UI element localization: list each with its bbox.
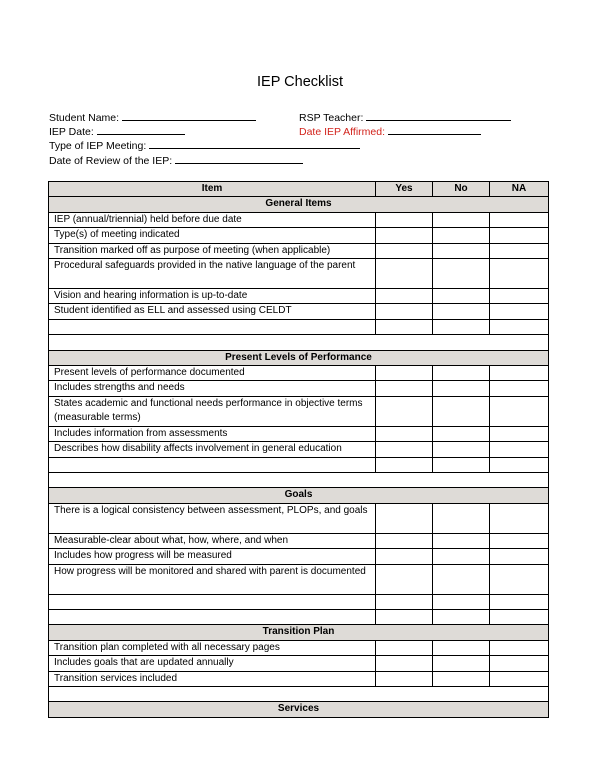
no-cell[interactable] bbox=[433, 212, 490, 227]
no-cell[interactable] bbox=[433, 243, 490, 258]
no-cell[interactable] bbox=[433, 594, 490, 609]
na-cell[interactable] bbox=[490, 656, 549, 671]
na-cell[interactable] bbox=[490, 671, 549, 686]
yes-cell[interactable] bbox=[376, 289, 433, 304]
table-row: Student identified as ELL and assessed using CELDT bbox=[49, 304, 549, 319]
spacer-row bbox=[49, 473, 549, 488]
yes-cell[interactable] bbox=[376, 381, 433, 396]
section-goals: Goals bbox=[49, 488, 549, 503]
na-cell[interactable] bbox=[490, 228, 549, 243]
iep-date-label: IEP Date: bbox=[49, 126, 94, 139]
no-cell[interactable] bbox=[433, 365, 490, 380]
table-row: Measurable-clear about what, how, where, and when bbox=[49, 533, 549, 548]
section-general: General Items bbox=[49, 197, 549, 212]
yes-cell[interactable] bbox=[376, 549, 433, 564]
section-services: Services bbox=[49, 702, 549, 717]
date-affirmed-field[interactable] bbox=[388, 124, 481, 135]
meeting-type-label: Type of IEP Meeting: bbox=[49, 140, 147, 153]
yes-cell[interactable] bbox=[376, 609, 433, 624]
table-row: Transition services included bbox=[49, 671, 549, 686]
table-row: Transition marked off as purpose of meeting (when applicable) bbox=[49, 243, 549, 258]
na-cell[interactable] bbox=[490, 289, 549, 304]
meeting-type-field[interactable] bbox=[149, 138, 360, 149]
na-cell[interactable] bbox=[490, 243, 549, 258]
checklist-table bbox=[48, 181, 549, 718]
col-na: NA bbox=[490, 182, 549, 197]
na-cell[interactable] bbox=[490, 564, 549, 594]
yes-cell[interactable] bbox=[376, 640, 433, 655]
no-cell[interactable] bbox=[433, 381, 490, 396]
page-title: IEP Checklist bbox=[257, 74, 343, 90]
blank-row bbox=[49, 457, 549, 472]
table-row: Procedural safeguards provided in the native language of the parent bbox=[49, 259, 549, 289]
na-cell[interactable] bbox=[490, 381, 549, 396]
na-cell[interactable] bbox=[490, 396, 549, 426]
table-row: States academic and functional needs performance in objective terms (measurable terms) bbox=[49, 396, 549, 426]
table-row: Type(s) of meeting indicated bbox=[49, 228, 549, 243]
table-row: IEP (annual/triennial) held before due date bbox=[49, 212, 549, 227]
table-row: Vision and hearing information is up-to-date bbox=[49, 289, 549, 304]
table-row: Present levels of performance documented bbox=[49, 365, 549, 380]
no-cell[interactable] bbox=[433, 289, 490, 304]
iep-date-field[interactable] bbox=[97, 124, 185, 135]
review-date-label: Date of Review of the IEP: bbox=[49, 154, 173, 167]
yes-cell[interactable] bbox=[376, 564, 433, 594]
rsp-teacher-field[interactable] bbox=[366, 110, 511, 121]
yes-cell[interactable] bbox=[376, 396, 433, 426]
rsp-teacher-label: RSP Teacher: bbox=[299, 112, 364, 124]
blank-row bbox=[49, 319, 549, 334]
yes-cell[interactable] bbox=[376, 442, 433, 457]
no-cell[interactable] bbox=[433, 426, 490, 441]
na-cell[interactable] bbox=[490, 609, 549, 624]
na-cell[interactable] bbox=[490, 533, 549, 548]
table-row: Includes goals that are updated annually bbox=[49, 656, 549, 671]
na-cell[interactable] bbox=[490, 319, 549, 334]
yes-cell[interactable] bbox=[376, 243, 433, 258]
yes-cell[interactable] bbox=[376, 594, 433, 609]
na-cell[interactable] bbox=[490, 503, 549, 533]
spacer-row bbox=[49, 686, 549, 701]
section-transition: Transition Plan bbox=[49, 625, 549, 640]
col-item: Item bbox=[49, 182, 376, 197]
no-cell[interactable] bbox=[433, 533, 490, 548]
yes-cell[interactable] bbox=[376, 365, 433, 380]
yes-cell[interactable] bbox=[376, 319, 433, 334]
no-cell[interactable] bbox=[433, 396, 490, 426]
form-fields bbox=[49, 110, 385, 167]
no-cell[interactable] bbox=[433, 640, 490, 655]
blank-row bbox=[49, 594, 549, 609]
na-cell[interactable] bbox=[490, 212, 549, 227]
yes-cell[interactable] bbox=[376, 656, 433, 671]
no-cell[interactable] bbox=[433, 671, 490, 686]
yes-cell[interactable] bbox=[376, 212, 433, 227]
table-row: How progress will be monitored and shared with parent is documented bbox=[49, 564, 549, 594]
no-cell[interactable] bbox=[433, 228, 490, 243]
na-cell[interactable] bbox=[490, 594, 549, 609]
table-row: Includes strengths and needs bbox=[49, 381, 549, 396]
student-name-field[interactable] bbox=[122, 110, 256, 121]
table-row: Includes information from assessments bbox=[49, 426, 549, 441]
col-no: No bbox=[433, 182, 490, 197]
na-cell[interactable] bbox=[490, 640, 549, 655]
na-cell[interactable] bbox=[490, 457, 549, 472]
blank-row bbox=[49, 609, 549, 624]
table-row: Includes how progress will be measured bbox=[49, 549, 549, 564]
col-yes: Yes bbox=[376, 182, 433, 197]
yes-cell[interactable] bbox=[376, 426, 433, 441]
no-cell[interactable] bbox=[433, 503, 490, 533]
yes-cell[interactable] bbox=[376, 503, 433, 533]
no-cell[interactable] bbox=[433, 564, 490, 594]
no-cell[interactable] bbox=[433, 549, 490, 564]
yes-cell[interactable] bbox=[376, 304, 433, 319]
no-cell[interactable] bbox=[433, 442, 490, 457]
date-affirmed-label: Date IEP Affirmed: bbox=[299, 126, 385, 139]
spacer-row bbox=[49, 335, 549, 350]
section-plop: Present Levels of Performance bbox=[49, 350, 549, 365]
yes-cell[interactable] bbox=[376, 457, 433, 472]
yes-cell[interactable] bbox=[376, 671, 433, 686]
no-cell[interactable] bbox=[433, 319, 490, 334]
yes-cell[interactable] bbox=[376, 228, 433, 243]
table-row: There is a logical consistency between assessment, PLOPs, and goals bbox=[49, 503, 549, 533]
yes-cell[interactable] bbox=[376, 259, 433, 289]
no-cell[interactable] bbox=[433, 457, 490, 472]
na-cell[interactable] bbox=[490, 442, 549, 457]
no-cell[interactable] bbox=[433, 656, 490, 671]
na-cell[interactable] bbox=[490, 549, 549, 564]
table-row: Transition plan completed with all necessary pages bbox=[49, 640, 549, 655]
review-date-field[interactable] bbox=[175, 153, 303, 164]
na-cell[interactable] bbox=[490, 365, 549, 380]
no-cell[interactable] bbox=[433, 609, 490, 624]
na-cell[interactable] bbox=[490, 304, 549, 319]
table-row: Describes how disability affects involvement in general education bbox=[49, 442, 549, 457]
student-name-label: Student Name: bbox=[49, 112, 120, 124]
table-header bbox=[49, 182, 549, 197]
no-cell[interactable] bbox=[433, 304, 490, 319]
na-cell[interactable] bbox=[490, 259, 549, 289]
no-cell[interactable] bbox=[433, 259, 490, 289]
yes-cell[interactable] bbox=[376, 533, 433, 548]
na-cell[interactable] bbox=[490, 426, 549, 441]
